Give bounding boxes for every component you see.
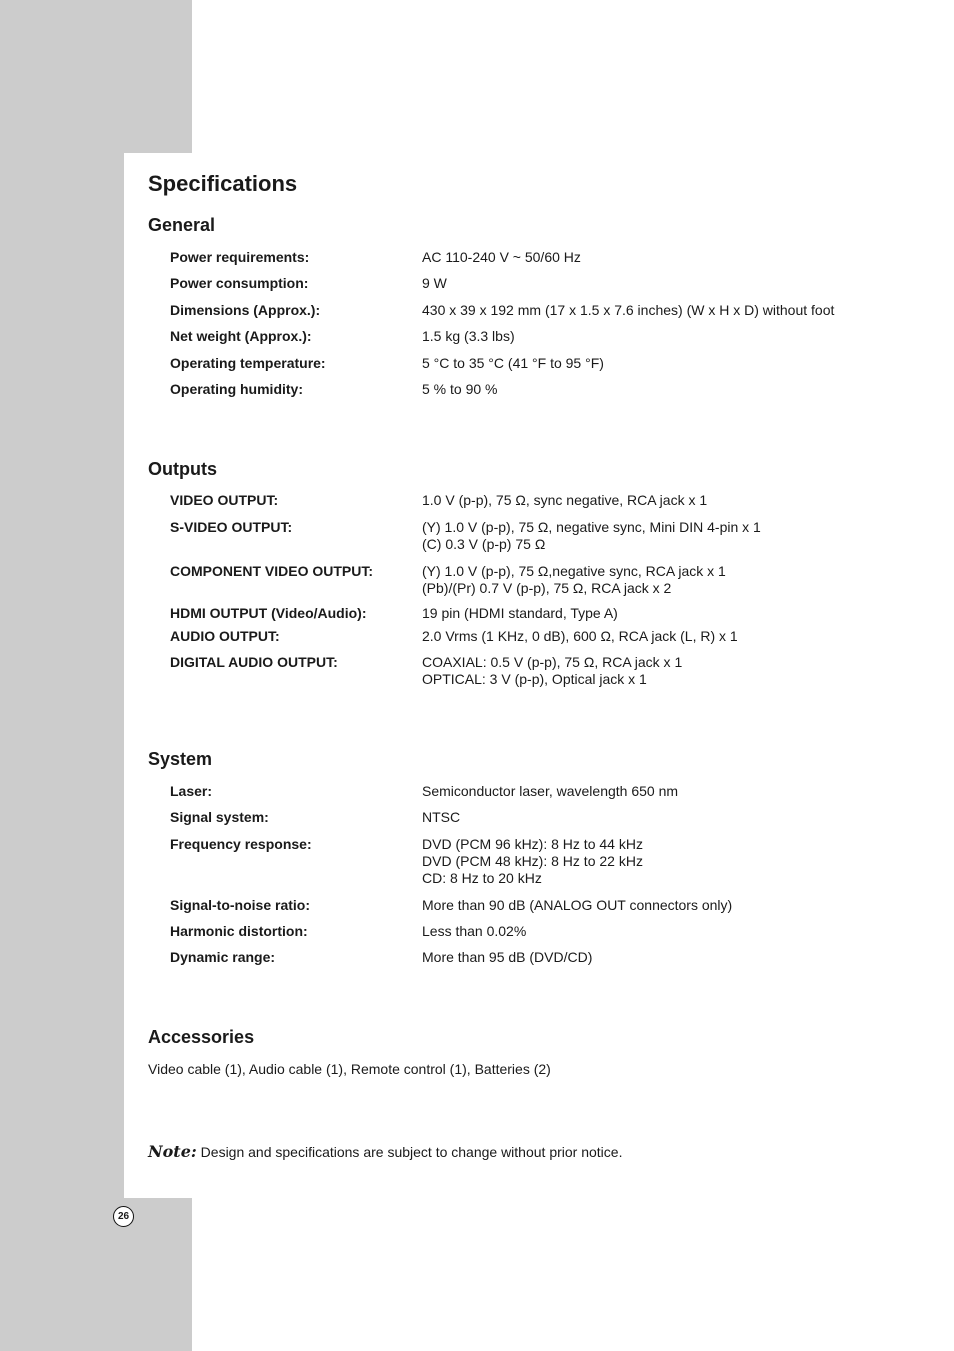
spec-value-line: Semiconductor laser, wavelength 650 nm [422,783,679,799]
page-title: Specifications [148,171,298,196]
spec-value-line: 9 W [422,275,447,291]
spec-value [422,492,707,509]
spec-label: Power requirements: [170,249,310,265]
spec-value [422,628,738,645]
spec-value-line: (C) 0.3 V (p-p) 75 Ω [422,536,546,552]
spec-value [422,302,834,319]
note [148,1142,622,1161]
spec-label: Signal-to-noise ratio: [170,897,310,913]
spec-label: Dynamic range: [170,949,276,965]
spec-label: Operating temperature: [170,355,326,371]
spec-value [422,605,618,622]
spec-value [422,897,732,914]
spec-value [422,381,498,398]
spec-value [422,783,678,800]
spec-label: Laser: [170,783,213,799]
spec-value-line: OPTICAL: 3 V (p-p), Optical jack x 1 [422,671,647,687]
section-title-system: System [148,749,213,769]
spec-label: Frequency response: [170,836,312,852]
spec-value-line: 5 % to 90 % [422,381,498,397]
spec-value [422,923,526,940]
spec-value [422,836,643,887]
section-title-outputs: Outputs [148,459,217,479]
spec-value-line: (Pb)/(Pr) 0.7 V (p-p), 75 Ω, RCA jack x 2 [422,580,672,596]
spec-label: S-VIDEO OUTPUT: [170,519,293,535]
section-title-general: General [148,215,216,235]
spec-label: COMPONENT VIDEO OUTPUT: [170,563,374,579]
accessories-text: Video cable (1), Audio cable (1), Remote control (1), Batteries (2) [148,1061,551,1077]
spec-label: Dimensions (Approx.): [170,302,321,318]
spec-value-line: More than 95 dB (DVD/CD) [422,949,593,965]
spec-value [422,654,682,688]
page-number: 26 [113,1206,134,1227]
spec-value-line: More than 90 dB (ANALOG OUT connectors only) [422,897,733,913]
spec-value [422,809,460,826]
spec-value-line: Less than 0.02% [422,923,527,939]
note-text: Design and specifications are subject to change without prior notice. [196,1144,623,1160]
spec-value [422,275,447,292]
spec-value-line: 19 pin (HDMI standard, Type A) [422,605,618,621]
spec-label: HDMI OUTPUT (Video/Audio): [170,605,367,621]
spec-value-line: 430 x 39 x 192 mm (17 x 1.5 x 7.6 inches) (W x H x D) without foot [422,302,835,318]
spec-label: VIDEO OUTPUT: [170,492,279,508]
spec-label: Power consumption: [170,275,309,291]
section-title-accessories: Accessories [148,1027,255,1047]
spec-value-line: (Y) 1.0 V (p-p), 75 Ω, negative sync, Mini DIN 4-pin x 1 [422,519,761,535]
spec-value [422,519,761,553]
spec-value [422,249,581,266]
spec-label: Operating humidity: [170,381,303,397]
spec-value [422,563,726,597]
spec-value [422,949,592,966]
spec-value-line: 5 °C to 35 °C (41 °F to 95 °F) [422,355,604,371]
spec-value-line: 2.0 Vrms (1 KHz, 0 dB), 600 Ω, RCA jack (L, R) x 1 [422,628,738,644]
spec-value-line: DVD (PCM 96 kHz): 8 Hz to 44 kHz [422,836,643,852]
spec-value-line: AC 110-240 V ~ 50/60 Hz [422,249,581,265]
spec-value [422,355,604,372]
spec-label: DIGITAL AUDIO OUTPUT: [170,654,338,670]
spec-value-line: 1.5 kg (3.3 lbs) [422,328,515,344]
spec-value [422,328,515,345]
spec-label: Harmonic distortion: [170,923,308,939]
spec-value-line: DVD (PCM 48 kHz): 8 Hz to 22 kHz [422,853,643,869]
spec-value-line: NTSC [422,809,461,825]
spec-label: AUDIO OUTPUT: [170,628,280,644]
note-label: Note: [148,1142,197,1161]
spec-value-line: 1.0 V (p-p), 75 Ω, sync negative, RCA jack x 1 [422,492,708,508]
spec-value-line: (Y) 1.0 V (p-p), 75 Ω,negative sync, RCA jack x 1 [422,563,726,579]
spec-value-line: COAXIAL: 0.5 V (p-p), 75 Ω, RCA jack x 1 [422,654,683,670]
spec-value-line: CD: 8 Hz to 20 kHz [422,870,542,886]
spec-label: Net weight (Approx.): [170,328,312,344]
spec-label: Signal system: [170,809,269,825]
